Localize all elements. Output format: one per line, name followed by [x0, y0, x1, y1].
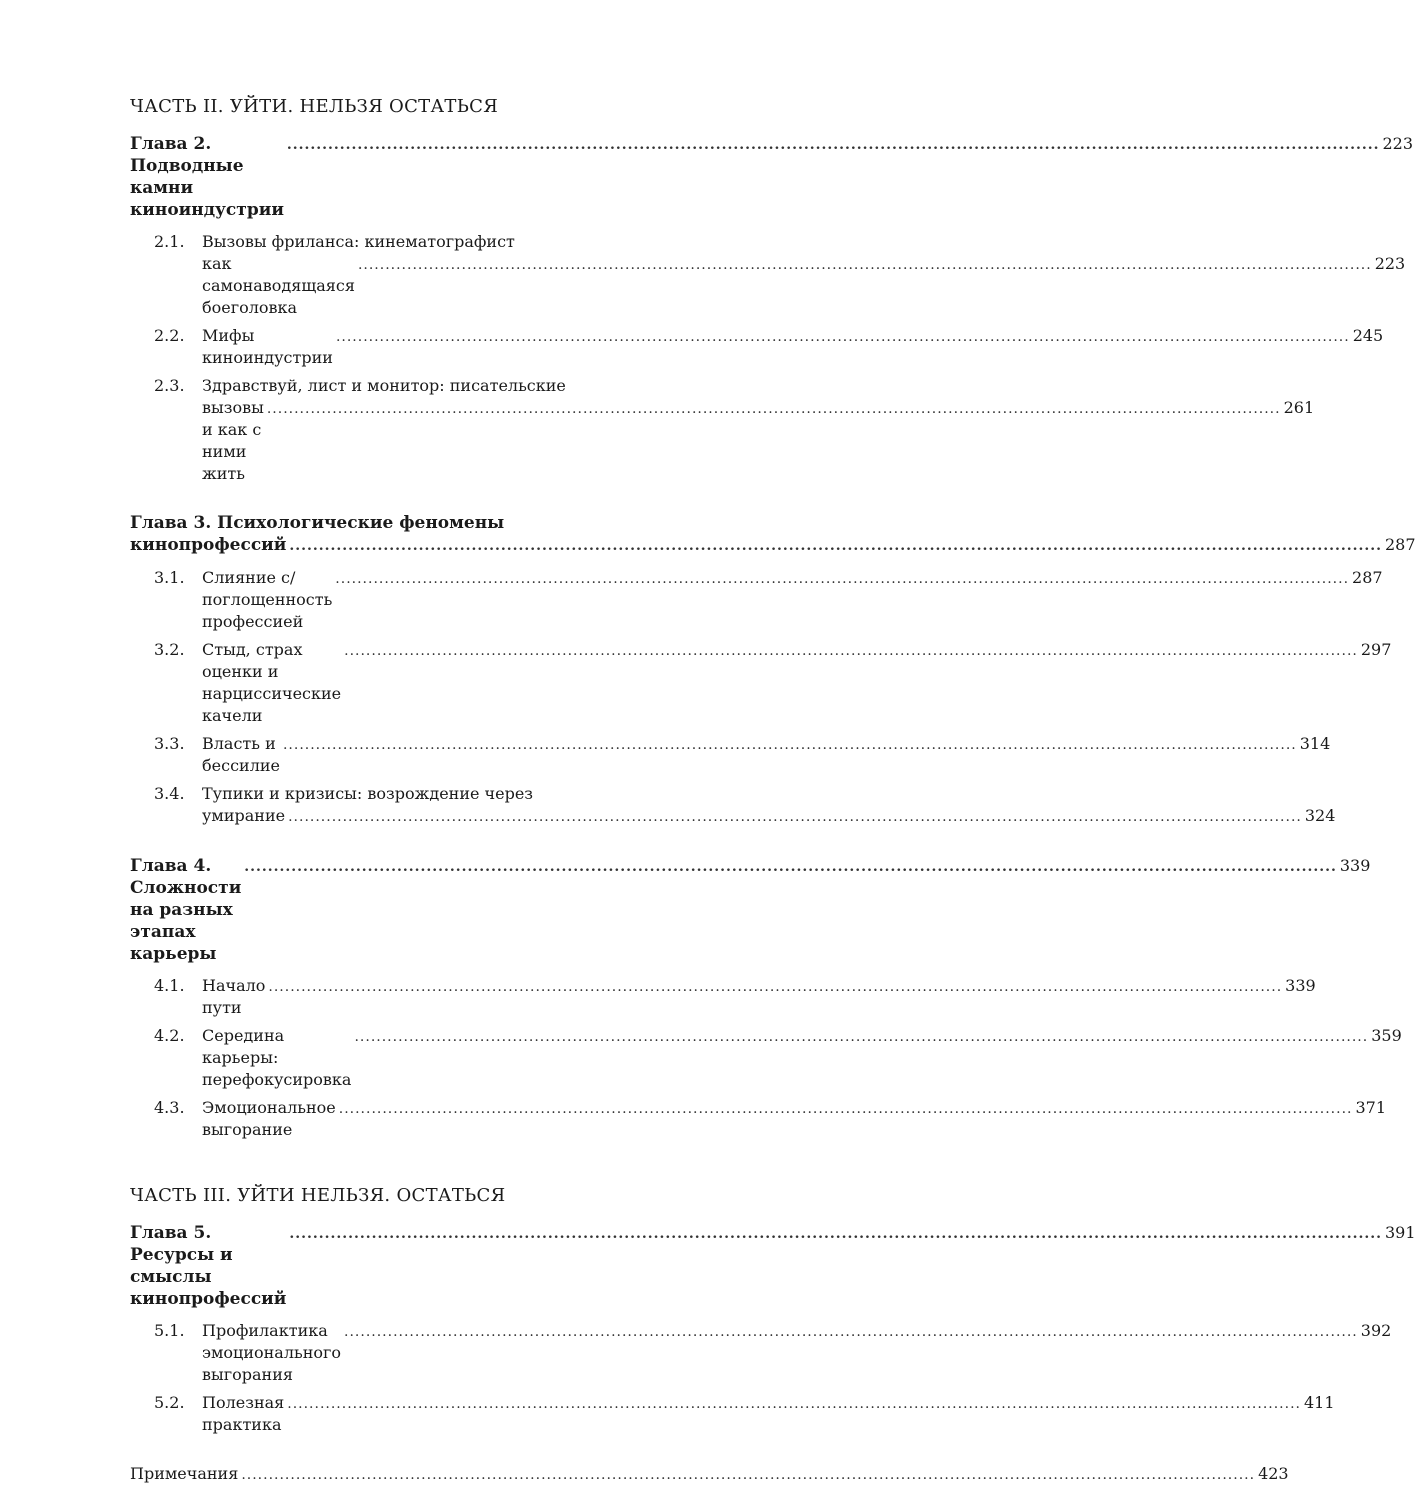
- chapter-title: кинопрофессий: [130, 535, 287, 555]
- section-number: 5.1.: [154, 1321, 185, 1340]
- leader-dots: [358, 254, 1372, 276]
- page-number: 287: [1352, 568, 1383, 587]
- page-number: 287: [1384, 535, 1416, 554]
- chapter-title: Глава 5. Ресурсы и смыслы кинопрофессий: [130, 1223, 287, 1309]
- section-title: умирание: [202, 806, 286, 825]
- leader-dots: [283, 734, 1297, 756]
- section-number: 3.2.: [154, 640, 185, 659]
- toc-entry[interactable]: [130, 1025, 1402, 1091]
- section-number: 4.1.: [154, 976, 185, 995]
- section-title: Слияние с/поглощенность профессией: [202, 568, 333, 631]
- leader-dots: [287, 134, 1380, 156]
- leader-dots: [288, 806, 1302, 828]
- section-title: Власть и бессилие: [202, 734, 280, 775]
- section-title: Стыд, страх оценки и нарциссические качели: [202, 640, 342, 725]
- toc-entry[interactable]: [130, 639, 1392, 727]
- toc-entry[interactable]: [130, 375, 1315, 485]
- part-title: ЧАСТЬ II. УЙТИ. НЕЛЬЗЯ ОСТАТЬСЯ: [130, 96, 499, 117]
- section-title: Середина карьеры: перефокусировка: [202, 1026, 352, 1089]
- leader-dots: [267, 398, 1281, 420]
- page-number: 423: [1258, 1464, 1289, 1483]
- section-title: Полезная практика: [202, 1393, 285, 1434]
- section-number: 2.2.: [154, 326, 185, 345]
- chapter-heading[interactable]: [130, 855, 1371, 965]
- leader-dots: [354, 1026, 1368, 1048]
- leader-dots: [289, 535, 1382, 557]
- toc-entry[interactable]: [130, 975, 1316, 1019]
- toc-entry[interactable]: [130, 567, 1383, 633]
- page-number: 392: [1360, 1321, 1392, 1340]
- chapter-5: [130, 1222, 1416, 1436]
- leader-dots: [268, 976, 1282, 998]
- toc-entry[interactable]: [130, 325, 1384, 369]
- page-number: 261: [1283, 398, 1315, 417]
- toc-entry[interactable]: [130, 1320, 1392, 1386]
- toc-entry[interactable]: [130, 231, 1406, 319]
- chapter-heading[interactable]: [130, 133, 1414, 221]
- toc-entry[interactable]: [130, 1392, 1335, 1436]
- page-number: 411: [1304, 1393, 1335, 1412]
- page-number: 314: [1299, 734, 1331, 753]
- section-number: 2.3.: [154, 376, 185, 395]
- section-number: 3.3.: [154, 734, 185, 753]
- section-title-line: Вызовы фриланса: кинематографист: [202, 232, 515, 251]
- chapter-4: [130, 855, 1402, 1141]
- page-number: 391: [1384, 1223, 1416, 1242]
- page-number: 371: [1355, 1098, 1387, 1117]
- chapter-title: Глава 2. Подводные камни киноиндустрии: [130, 134, 284, 220]
- section-number: 3.4.: [154, 784, 185, 803]
- leader-dots: [287, 1393, 1301, 1415]
- section-title: Эмоциональное выгорание: [202, 1098, 336, 1139]
- section-title: вызовы и как с ними жить: [202, 398, 264, 483]
- section-title: Начало пути: [202, 976, 266, 1017]
- page-number: 359: [1371, 1026, 1402, 1045]
- leader-dots: [241, 1464, 1255, 1486]
- chapter-title: Глава 4. Сложности на разных этапах карьеры: [130, 856, 242, 964]
- leader-dots: [336, 326, 1350, 348]
- section-number: 3.1.: [154, 568, 185, 587]
- section-title: Профилактика эмоционального выгорания: [202, 1321, 342, 1384]
- notes-entry[interactable]: [130, 1463, 1289, 1486]
- chapter-heading[interactable]: [130, 1222, 1416, 1310]
- toc-content: [130, 96, 1416, 1486]
- toc-entry[interactable]: [130, 1097, 1387, 1141]
- toc-entry[interactable]: [130, 733, 1331, 777]
- section-title: Мифы киноиндустрии: [202, 326, 333, 367]
- toc-entry[interactable]: [130, 783, 1336, 828]
- leader-dots: [344, 1321, 1358, 1343]
- leader-dots: [335, 568, 1349, 590]
- page-number: 223: [1382, 134, 1414, 153]
- leader-dots: [289, 1223, 1382, 1245]
- section-number: 5.2.: [154, 1393, 185, 1412]
- chapter-2: [130, 133, 1414, 485]
- section-number: 2.1.: [154, 232, 185, 251]
- leader-dots: [244, 856, 1337, 878]
- section-number: 4.3.: [154, 1098, 185, 1117]
- part-title: ЧАСТЬ III. УЙТИ НЕЛЬЗЯ. ОСТАТЬСЯ: [130, 1185, 506, 1206]
- page-number: 223: [1374, 254, 1406, 273]
- chapter-heading[interactable]: [130, 512, 1416, 557]
- page-number: 339: [1339, 856, 1371, 875]
- section-title-line: Тупики и кризисы: возрождение через: [202, 784, 534, 803]
- chapter-title-line: Глава 3. Психологические феномены: [130, 513, 505, 533]
- page-number: 339: [1285, 976, 1316, 995]
- leader-dots: [344, 640, 1358, 662]
- section-number: 4.2.: [154, 1026, 185, 1045]
- page-number: 324: [1304, 806, 1336, 825]
- section-title: как самонаводящаяся боеголовка: [202, 254, 355, 317]
- page-number: 297: [1360, 640, 1392, 659]
- chapter-3: [130, 512, 1416, 828]
- leader-dots: [339, 1098, 1353, 1120]
- notes-label: Примечания: [130, 1464, 239, 1483]
- section-title-line: Здравствуй, лист и монитор: писательские: [202, 376, 566, 395]
- page-number: 245: [1352, 326, 1384, 345]
